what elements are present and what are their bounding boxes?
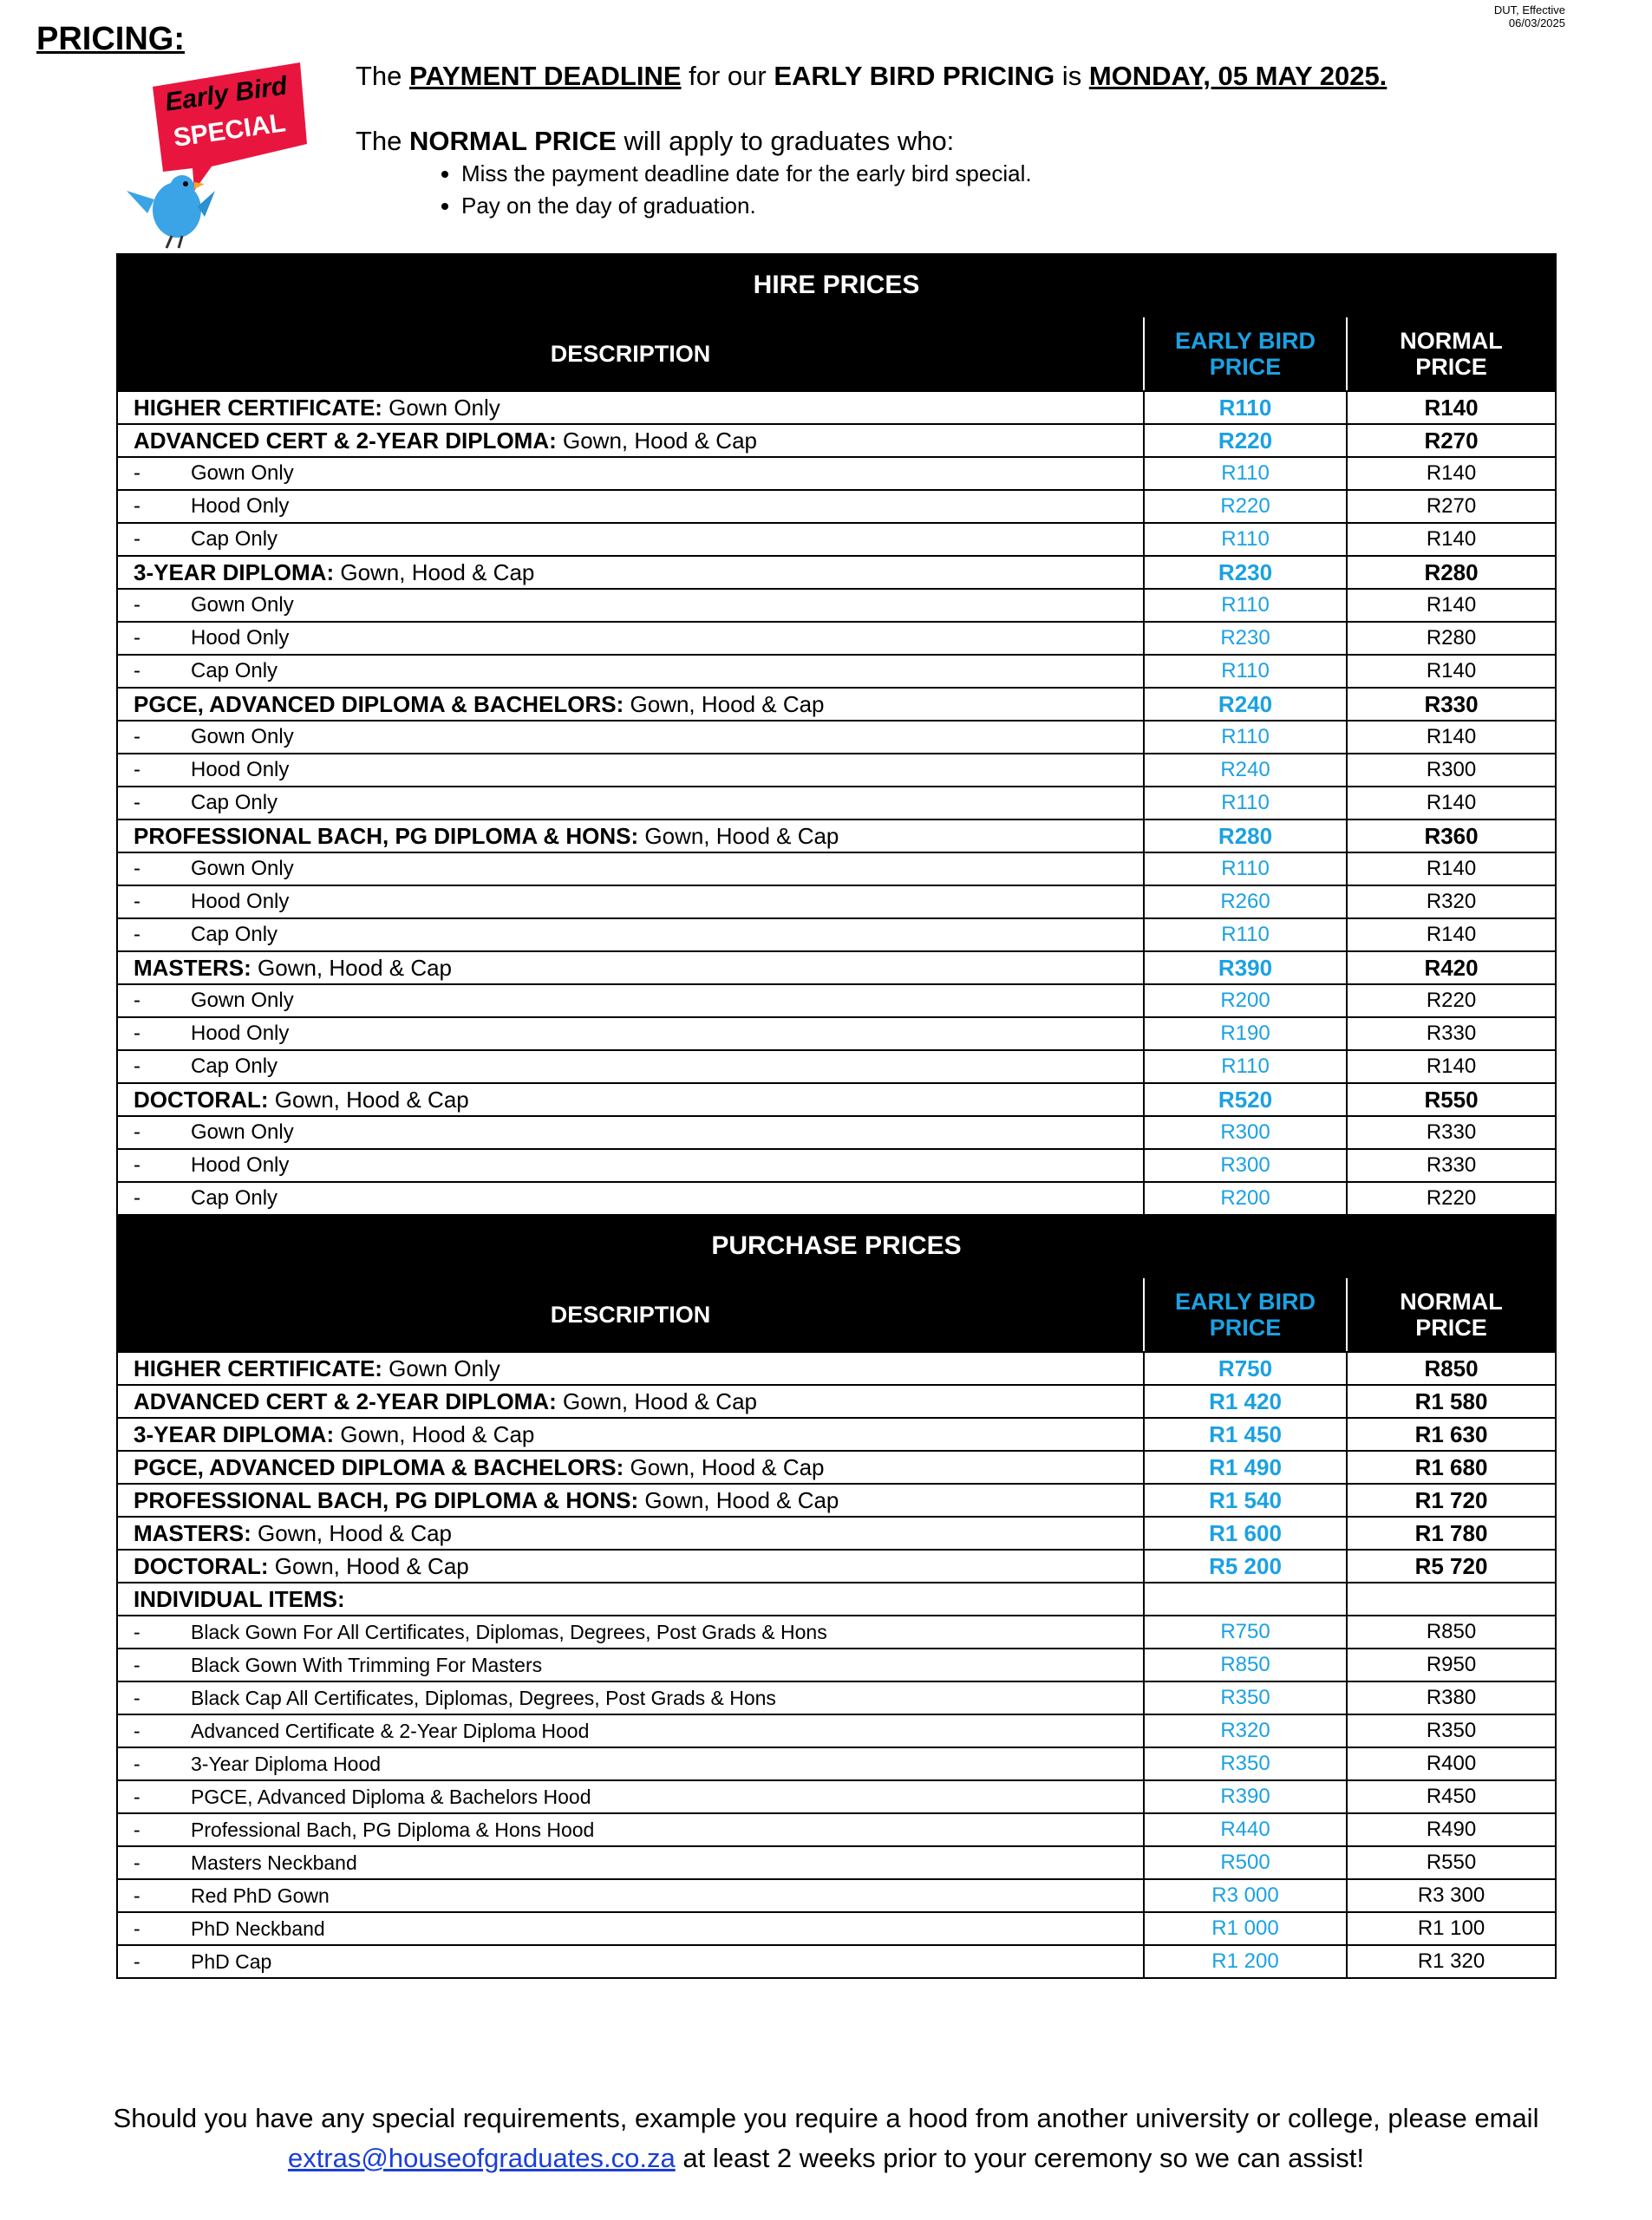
early-bird-price: R110 [1144,1050,1347,1083]
row-description [117,589,1144,622]
early-bird-price: R220 [1144,424,1347,457]
row-description [117,1879,1144,1912]
row-description [117,1418,1144,1451]
normal-price: R280 [1347,556,1556,589]
row-description [117,490,1144,523]
row-description [117,1780,1144,1813]
row-description [117,1116,1144,1149]
early-bird-price: R500 [1144,1846,1347,1879]
price-tables [116,253,1555,1979]
table-row [117,1681,1556,1714]
row-description [117,1050,1144,1083]
table-row [117,1945,1556,1978]
dash-bullet: - [134,1686,140,1709]
corner-note-line1: DUT, Effective [1493,3,1565,16]
dash-bullet: - [134,1752,140,1775]
row-item-label: Cap Only [191,659,278,682]
early-bird-price: R190 [1144,1017,1347,1050]
deadline-line: The PAYMENT DEADLINE for our EARLY BIRD PRICING is MONDAY, 05 MAY 2025. [356,61,1388,91]
row-item-label: Gown Only [191,989,294,1012]
dash-bullet: - [134,527,140,551]
row-item-label: Cap Only [191,1054,278,1078]
row-description [117,1714,1144,1747]
bird-icon [121,61,312,251]
row-category-label: PGCE, ADVANCED DIPLOMA & BACHELORS: [134,1453,624,1480]
row-item-label: Hood Only [191,626,290,650]
early-bird-price: R440 [1144,1813,1347,1846]
row-category-detail: Gown Only [382,394,500,421]
row-item-label: Hood Only [191,1022,290,1045]
row-description [117,1912,1144,1945]
dash-bullet: - [134,890,140,913]
early-bird-price: R750 [1144,1616,1347,1649]
table-row [117,655,1556,688]
row-item-label: Masters Neckband [191,1851,357,1874]
row-description [117,819,1144,852]
early-bird-price: R1 600 [1144,1517,1347,1550]
row-description [117,523,1144,556]
table-row [117,457,1556,490]
normal-price: R1 320 [1347,1945,1556,1978]
normal-price: R490 [1347,1813,1556,1846]
row-category-label: MASTERS: [134,1519,251,1546]
early-bird-pricing-label: EARLY BIRD PRICING [774,61,1055,91]
row-description [117,556,1144,589]
row-item-label: Gown Only [191,1120,294,1144]
deadline-date: MONDAY, 05 MAY 2025. [1088,61,1388,91]
normal-price-header: NORMAL PRICE [1347,317,1556,391]
row-item-label: PhD Neckband [191,1916,325,1940]
table-row [117,1813,1556,1846]
table-row [117,1182,1556,1215]
early-bird-header: EARLY BIRD PRICE [1144,317,1347,391]
early-bird-price: R390 [1144,951,1347,984]
row-description [117,391,1144,424]
early-bird-price: R1 000 [1144,1912,1347,1945]
row-description [117,1813,1144,1846]
row-description [117,655,1144,688]
early-bird-price: R110 [1144,457,1347,490]
normal-price: R140 [1347,1050,1556,1083]
normal-price: R1 680 [1347,1451,1556,1484]
normal-price: R1 780 [1347,1517,1556,1550]
normal-price: R140 [1347,787,1556,819]
row-description [117,1616,1144,1649]
row-category-detail: Gown, Hood & Cap [268,1086,469,1113]
row-description [117,721,1144,754]
dash-bullet: - [134,1653,140,1676]
early-bird-price: R230 [1144,556,1347,589]
dash-bullet: - [134,1153,140,1177]
row-item-label: Hood Only [191,494,290,518]
row-description [117,1451,1144,1484]
dash-bullet: - [134,1054,140,1078]
document-date-note [1494,3,1565,29]
normal-price: R1 720 [1347,1484,1556,1517]
dash-bullet: - [134,857,140,880]
table-row [117,852,1556,885]
table-row [117,721,1556,754]
normal-price-header: NORMAL PRICE [1347,1277,1556,1352]
table-row [117,1780,1556,1813]
early-bird-price: R200 [1144,1182,1347,1215]
early-bird-price: R110 [1144,918,1347,951]
condition-item: • Miss the payment deadline date for the early bird special. [461,158,1032,190]
row-description [117,1747,1144,1780]
email-link[interactable]: extras@houseofgraduates.co.za [287,2143,676,2173]
dash-bullet: - [134,659,140,682]
table-row [117,523,1556,556]
purchase-prices-title: PURCHASE PRICES [117,1215,1556,1277]
table-row [117,1050,1556,1083]
normal-price: R950 [1347,1649,1556,1681]
early-bird-price: R260 [1144,885,1347,918]
logo-text-special: SPECIAL [171,108,288,153]
row-category-label: ADVANCED CERT & 2-YEAR DIPLOMA: [134,1388,557,1414]
table-row [117,1083,1556,1116]
normal-price: R300 [1347,754,1556,787]
table-row [117,1352,1556,1385]
footer-note [0,2099,1652,2178]
row-description [117,457,1144,490]
early-bird-price [1144,1583,1347,1616]
row-description [117,885,1144,918]
description-header: DESCRIPTION [117,1277,1144,1352]
table-row [117,424,1556,457]
hire-prices-table [116,253,1557,1979]
normal-price: R3 300 [1347,1879,1556,1912]
early-bird-price: R110 [1144,852,1347,885]
row-category-detail: Gown, Hood & Cap [251,1519,453,1546]
row-category-detail: Gown, Hood & Cap [268,1552,469,1579]
normal-price: R400 [1347,1747,1556,1780]
early-bird-price: R320 [1144,1714,1347,1747]
description-header: DESCRIPTION [117,317,1144,391]
early-bird-price: R1 490 [1144,1451,1347,1484]
normal-price: R220 [1347,984,1556,1017]
dash-bullet: - [134,494,140,518]
early-bird-price: R240 [1144,688,1347,721]
table-row [117,885,1556,918]
row-category-label: DOCTORAL: [134,1552,269,1579]
row-description [117,1846,1144,1879]
normal-price: R5 720 [1347,1550,1556,1583]
table-row [117,1714,1556,1747]
early-bird-price: R750 [1144,1352,1347,1385]
table-row [117,1846,1556,1879]
early-bird-price: R240 [1144,754,1347,787]
normal-price: R330 [1347,688,1556,721]
row-item-label: Gown Only [191,857,294,880]
early-bird-price: R3 000 [1144,1879,1347,1912]
normal-price: R450 [1347,1780,1556,1813]
normal-price: R1 100 [1347,1912,1556,1945]
early-bird-price: R110 [1144,721,1347,754]
row-category-detail: Gown, Hood & Cap [334,1420,535,1447]
row-category-detail: Gown, Hood & Cap [638,1486,839,1513]
normal-price: R330 [1347,1149,1556,1182]
row-description [117,1583,1144,1616]
dash-bullet: - [134,1022,140,1045]
row-item-label: Cap Only [191,527,278,551]
row-category-label: 3-YEAR DIPLOMA: [134,558,335,585]
table-row [117,1879,1556,1912]
normal-price: R420 [1347,951,1556,984]
row-description [117,688,1144,721]
row-category-label: 3-YEAR DIPLOMA: [134,1420,335,1447]
early-bird-price: R200 [1144,984,1347,1017]
corner-note-line2: 06/03/2025 [1508,16,1565,29]
normal-price: R270 [1347,424,1556,457]
dash-bullet: - [134,1851,140,1874]
row-category-label: HIGHER CERTIFICATE: [134,1355,382,1381]
row-category-detail: Gown, Hood & Cap [624,690,825,717]
dash-bullet: - [134,1719,140,1742]
early-bird-price: R1 200 [1144,1945,1347,1978]
early-bird-price: R300 [1144,1149,1347,1182]
row-item-label: PGCE, Advanced Diploma & Bachelors Hood [191,1785,591,1808]
early-bird-price: R350 [1144,1681,1347,1714]
row-description [117,1649,1144,1681]
table-row [117,1747,1556,1780]
early-bird-price: R5 200 [1144,1550,1347,1583]
row-description [117,1182,1144,1215]
row-item-label: Gown Only [191,593,294,617]
normal-price: R850 [1347,1616,1556,1649]
dash-bullet: - [134,791,140,814]
row-description [117,622,1144,655]
row-description [117,951,1144,984]
normal-price-label: NORMAL PRICE [409,126,617,156]
row-description [117,1385,1144,1418]
row-item-label: Cap Only [191,923,278,946]
dash-bullet: - [134,725,140,748]
dash-bullet: - [134,989,140,1012]
dash-bullet: - [134,1949,140,1973]
early-bird-price: R230 [1144,622,1347,655]
row-category-label: PROFESSIONAL BACH, PG DIPLOMA & HONS: [134,1486,639,1513]
early-bird-price: R300 [1144,1116,1347,1149]
table-row [117,391,1556,424]
table-row [117,490,1556,523]
row-item-label: Gown Only [191,461,294,485]
normal-price: R140 [1347,655,1556,688]
early-bird-price: R220 [1144,490,1347,523]
normal-price: R550 [1347,1846,1556,1879]
row-category-label: HIGHER CERTIFICATE: [134,394,382,421]
table-row [117,1649,1556,1681]
normal-price: R270 [1347,490,1556,523]
row-description [117,984,1144,1017]
normal-price: R320 [1347,885,1556,918]
early-bird-logo [121,61,312,251]
row-category-detail: Gown, Hood & Cap [334,558,535,585]
row-item-label: Cap Only [191,791,278,814]
row-item-label: Hood Only [191,1153,290,1177]
table-row [117,787,1556,819]
table-row [117,1583,1556,1616]
row-description [117,1352,1144,1385]
table-row [117,1517,1556,1550]
normal-price: R1 580 [1347,1385,1556,1418]
normal-price: R140 [1347,457,1556,490]
early-bird-price: R110 [1144,589,1347,622]
condition-item: • Pay on the day of graduation. [461,190,1032,222]
row-item-label: Black Cap All Certificates, Diplomas, Degrees, Post Grads & Hons [191,1686,776,1709]
early-bird-price: R1 450 [1144,1418,1347,1451]
row-category-detail: Gown, Hood & Cap [638,822,839,849]
dash-bullet: - [134,758,140,781]
early-bird-price: R110 [1144,523,1347,556]
row-description [117,1517,1144,1550]
normal-price: R140 [1347,721,1556,754]
normal-price: R350 [1347,1714,1556,1747]
normal-price: R330 [1347,1116,1556,1149]
row-description [117,424,1144,457]
row-item-label: Advanced Certificate & 2-Year Diploma Hood [191,1719,590,1742]
payment-deadline-label: PAYMENT DEADLINE [409,61,682,91]
normal-price: R220 [1347,1182,1556,1215]
dash-bullet: - [134,1818,140,1841]
row-item-label: Black Gown With Trimming For Masters [191,1653,543,1676]
row-category-label: DOCTORAL: [134,1086,269,1113]
row-description [117,1681,1144,1714]
normal-price: R550 [1347,1083,1556,1116]
row-category-label: PGCE, ADVANCED DIPLOMA & BACHELORS: [134,690,624,717]
table-row [117,1912,1556,1945]
row-category-detail: Gown, Hood & Cap [556,1388,757,1414]
row-category-detail: Gown, Hood & Cap [556,427,757,454]
table-row [117,556,1556,589]
table-row [117,589,1556,622]
row-item-label: Hood Only [191,758,290,781]
table-row [117,754,1556,787]
dash-bullet: - [134,1785,140,1808]
early-bird-price: R1 540 [1144,1484,1347,1517]
normal-price: R850 [1347,1352,1556,1385]
normal-price [1347,1583,1556,1616]
early-bird-price: R280 [1144,819,1347,852]
normal-price: R140 [1347,589,1556,622]
row-category-label: PROFESSIONAL BACH, PG DIPLOMA & HONS: [134,822,639,849]
row-category-detail: Gown, Hood & Cap [251,954,453,981]
dash-bullet: - [134,1620,140,1643]
early-bird-price: R110 [1144,655,1347,688]
hire-prices-title: HIRE PRICES [117,254,1556,317]
table-row [117,1484,1556,1517]
dash-bullet: - [134,461,140,485]
row-item-label: PhD Cap [191,1949,272,1973]
row-description [117,1550,1144,1583]
footer-line1: Should you have any special requirements, example you require a hood from another university or college, please email [113,2103,1539,2133]
dash-bullet: - [134,1884,140,1907]
table-row [117,819,1556,852]
row-category-label: MASTERS: [134,954,251,981]
row-description [117,754,1144,787]
row-description [117,787,1144,819]
table-row [117,951,1556,984]
dash-bullet: - [134,626,140,650]
early-bird-price: R350 [1144,1747,1347,1780]
row-description [117,1149,1144,1182]
early-bird-header: EARLY BIRD PRICE [1144,1277,1347,1352]
normal-price-line: The NORMAL PRICE will apply to graduates who: [356,126,955,156]
normal-price: R360 [1347,819,1556,852]
early-bird-price: R1 420 [1144,1385,1347,1418]
row-description [117,1017,1144,1050]
row-category-detail: Gown Only [382,1355,500,1381]
table-row [117,1385,1556,1418]
table-row [117,1418,1556,1451]
row-category-label: INDIVIDUAL ITEMS: [134,1585,345,1612]
logo-text-early-bird: Early Bird [163,71,290,117]
early-bird-price: R520 [1144,1083,1347,1116]
row-item-label: Cap Only [191,1186,278,1210]
table-row [117,1116,1556,1149]
normal-price: R140 [1347,523,1556,556]
normal-price: R140 [1347,918,1556,951]
row-item-label: Black Gown For All Certificates, Diplomas, Degrees, Post Grads & Hons [191,1620,827,1643]
table-row [117,622,1556,655]
footer-line2: extras@houseofgraduates.co.za at least 2 weeks prior to your ceremony so we can assist! [287,2143,1365,2173]
row-description [117,918,1144,951]
row-category-label: ADVANCED CERT & 2-YEAR DIPLOMA: [134,427,557,454]
early-bird-price: R110 [1144,391,1347,424]
dash-bullet: - [134,1120,140,1144]
normal-price: R1 630 [1347,1418,1556,1451]
table-row [117,1149,1556,1182]
table-row [117,918,1556,951]
table-row [117,1017,1556,1050]
table-row [117,1550,1556,1583]
dash-bullet: - [134,923,140,946]
dash-bullet: - [134,1916,140,1940]
dash-bullet: - [134,1186,140,1210]
page-title: PRICING: [36,21,185,57]
row-description [117,852,1144,885]
row-item-label: 3-Year Diploma Hood [191,1752,382,1775]
row-item-label: Red PhD Gown [191,1884,330,1907]
row-description [117,1083,1144,1116]
early-bird-price: R390 [1144,1780,1347,1813]
table-row [117,688,1556,721]
early-bird-price: R110 [1144,787,1347,819]
dash-bullet: - [134,593,140,617]
row-category-detail: Gown, Hood & Cap [624,1453,825,1480]
early-bird-price: R850 [1144,1649,1347,1681]
row-description [117,1484,1144,1517]
table-row [117,1451,1556,1484]
row-description [117,1945,1144,1978]
normal-price: R330 [1347,1017,1556,1050]
normal-price: R280 [1347,622,1556,655]
normal-price: R140 [1347,852,1556,885]
row-item-label: Gown Only [191,725,294,748]
normal-price: R380 [1347,1681,1556,1714]
table-row [117,984,1556,1017]
row-item-label: Professional Bach, PG Diploma & Hons Hood [191,1818,595,1841]
normal-price-conditions [356,158,1032,222]
table-row [117,1616,1556,1649]
normal-price: R140 [1347,391,1556,424]
row-item-label: Hood Only [191,890,290,913]
